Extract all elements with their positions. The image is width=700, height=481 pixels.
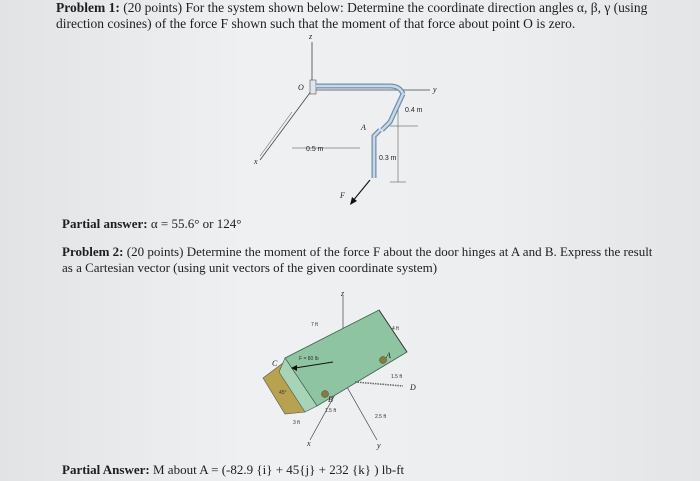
fig2-a-label: A	[386, 351, 391, 360]
fig1-dim-03: 0.3 m	[379, 155, 397, 162]
problem-2-heading: Problem 2:	[62, 244, 124, 259]
fig1-a-label: A	[361, 123, 366, 132]
partial-answer-2-label: Partial Answer:	[62, 462, 150, 477]
fig2-y-label: y	[377, 441, 381, 450]
fig1-dim-04: 0.4 m	[405, 107, 423, 114]
fig2-dim-15b: 1.5 ft	[325, 408, 337, 414]
fig2-d-label: D	[410, 383, 416, 392]
partial-answer-1-label: Partial answer:	[62, 216, 148, 231]
fig1-y-label: y	[433, 85, 437, 94]
problem-1-text	[56, 0, 686, 32]
fig1-f-label: F	[340, 191, 345, 200]
fig2-dim-4: 4 ft	[392, 326, 399, 332]
fig1-o-label: O	[298, 83, 304, 92]
problem-1-heading: Problem 1:	[56, 0, 120, 15]
partial-answer-2	[62, 462, 404, 478]
fig2-x-label: x	[307, 439, 311, 448]
figure-1-pipe-system	[240, 30, 460, 210]
fig2-dim-7: 7 ft	[311, 322, 318, 328]
figure-2-door	[255, 290, 430, 460]
fig2-c-label: C	[272, 359, 278, 368]
problem-2-body: (20 points) Determine the moment of the force F about the door hinges at A and B. Express the result as a Cartesian vector (using unit vectors of the given coordinate system)	[62, 244, 653, 275]
fig2-angle: 45°	[279, 390, 287, 396]
fig2-dim-15a: 1.5 ft	[391, 374, 403, 380]
fig1-x-label: x	[254, 157, 258, 166]
fig2-force-label: F = 80 lb	[299, 356, 319, 362]
fig1-z-label: z	[309, 32, 313, 41]
fig2-dim-3: 3 ft	[293, 420, 300, 426]
fig2-dim-26: 2.5 ft	[375, 414, 387, 420]
fig1-dim-05: 0.5 m	[306, 146, 324, 153]
fig2-z-label: z	[341, 290, 345, 298]
problem-2-text	[62, 244, 662, 275]
partial-answer-2-value: M about A = (-82.9 {i} + 45{j} + 232 {k} ) lb-ft	[149, 462, 405, 477]
partial-answer-1-value: α = 55.6° or 124°	[147, 216, 242, 231]
partial-answer-1	[62, 216, 241, 232]
problem-1-body: (20 points) For the system shown below: Determine the coordinate direction angles α, β, γ (using direction cosines) of the force F shown such that the moment of that force about point O is zero.	[56, 0, 648, 31]
fig2-b-label: B	[328, 395, 333, 404]
